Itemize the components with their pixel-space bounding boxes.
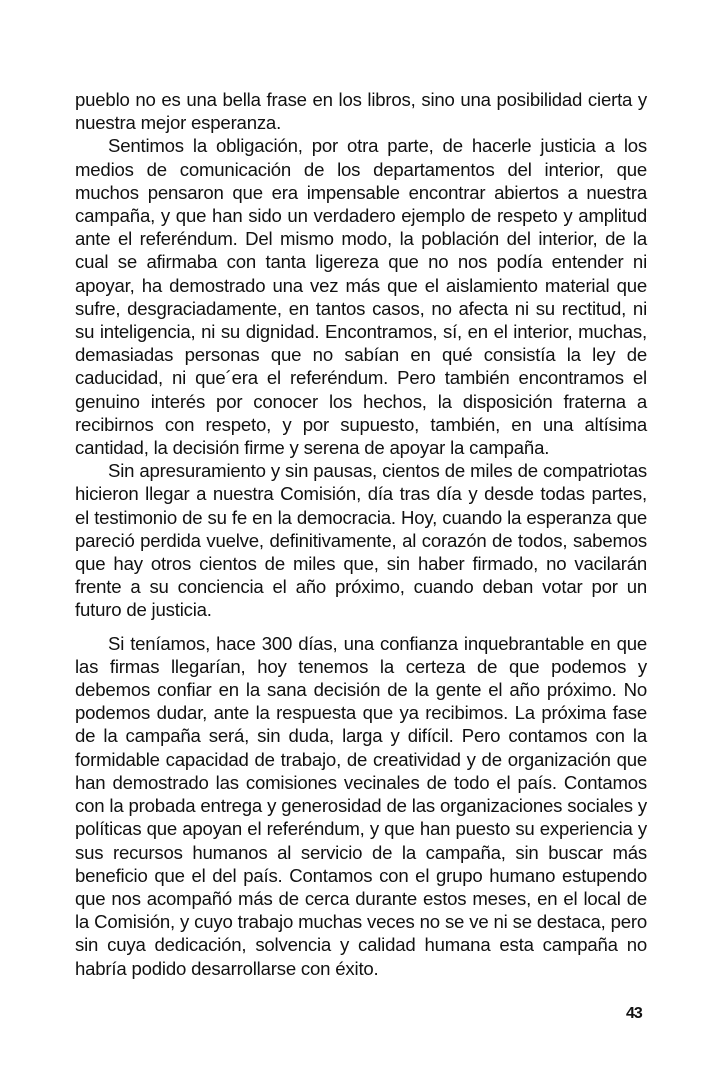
paragraph-3: Sin apresuramiento y sin pausas, cientos de miles de compatriotas hicieron llegar a nuestra Comisión, día tras día y desde todas partes, el testimonio de su fe en la democracia. Hoy, cuando la esperanza que pareció perdida vuelve, definitivamente, al corazón de todos, sabemos que hay otros cientos de miles que, sin haber firmado, no vacilarán frente a su conciencia el año próximo, cuando deban votar por un futuro de justicia. — [75, 460, 647, 621]
paragraph-4: Si teníamos, hace 300 días, una confianza inquebrantable en que las firmas llegarían, hoy tenemos la certeza de que podemos y debemos confiar en la sana decisión de la gente el año próximo. No podemos dudar, ante la respuesta que ya recibimos. La próxima fase de la campaña será, sin duda, larga y difícil. Pero contamos con la formidable capacidad de trabajo, de creatividad y de organización que han demostrado las comisiones vecinales de todo el país. Contamos con la probada entrega y generosidad de las organizaciones sociales y políticas que apoyan el referéndum, y que han puesto su experiencia y sus recursos humanos al servicio de la campaña, sin buscar más beneficio que el del país. Contamos con el grupo humano estupendo que nos acompañó más de cerca durante estos meses, en el local de la Comisión, y cuyo trabajo muchas veces no se ve ni se destaca, pero sin cuya dedicación, solvencia y calidad humana esta campaña no habría podido desarrollarse con éxito. — [75, 632, 647, 979]
paragraph-1: pueblo no es una bella frase en los libros, sino una posibilidad cierta y nuestra mejor esperanza. — [75, 89, 647, 134]
body-text — [75, 88, 647, 980]
page-number: 43 — [626, 1005, 642, 1022]
paragraph-2: Sentimos la obligación, por otra parte, de hacerle justicia a los medios de comunicación de los departamentos del interior, que muchos pensaron que era impensable encontrar abiertos a nuestra campaña, y que han sido un verdadero ejemplo de respeto y amplitud ante el referéndum. Del mismo modo, la población del interior, de la cual se afirmaba con tanta ligereza que no nos podía entender ni apoyar, ha demostrado una vez más que el aislamiento material que sufre, desgraciadamente, en tantos casos, no afecta ni su rectitud, ni su inteligencia, ni su dignidad. Encontramos, sí, en el interior, muchas, demasiadas personas que no sabían en qué consistía la ley de caducidad, ni que´era el referéndum. Pero también encontramos el genuino interés por conocer los hechos, la disposición fraterna a recibirnos con respeto, y por supuesto, también, en una altísima cantidad, la decisión firme y serena de apoyar la campaña. — [75, 135, 647, 459]
